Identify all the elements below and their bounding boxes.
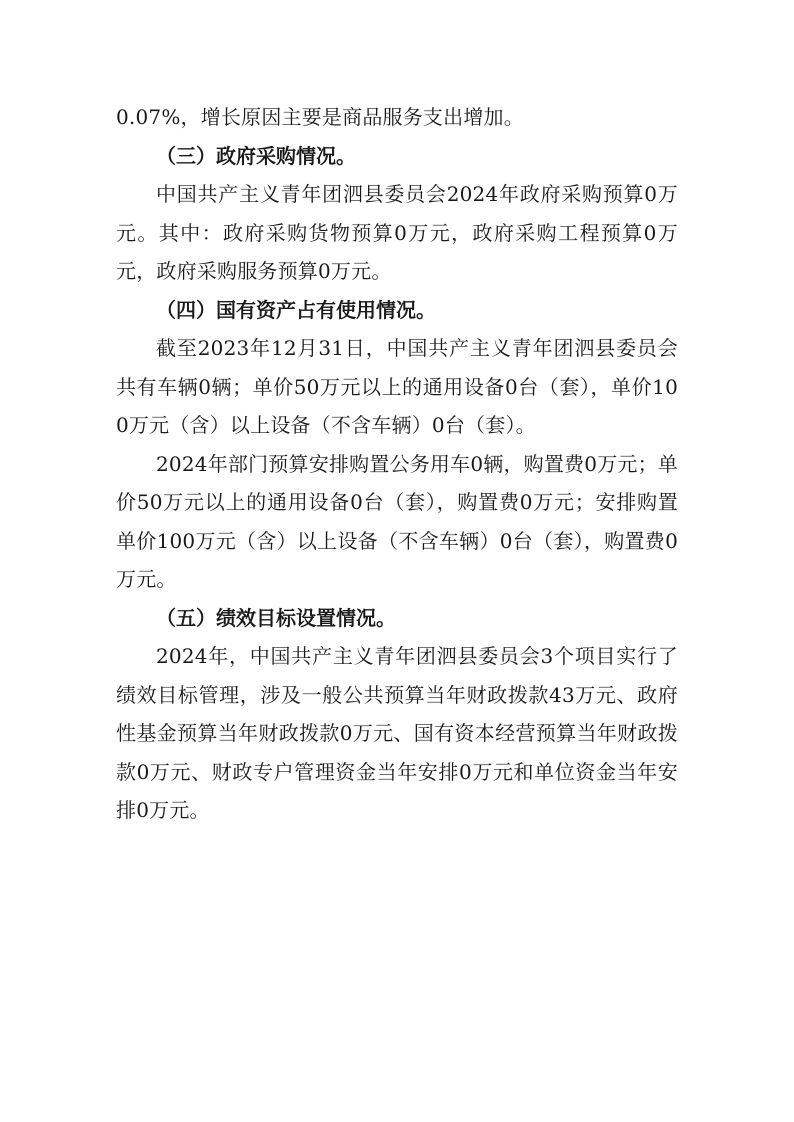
paragraph-performance-targets: 2024年，中国共产主义青年团泗县委员会3个项目实行了绩效目标管理，涉及一般公共预算当年财政拨款43万元、政府性基金预算当年财政拨款0万元、国有资本经营预算当年财政拨款0万元、财政专户管理资金当年安排0万元和单位资金当年安排0万元。 xyxy=(116,644,678,822)
heading-performance-targets: （五）绩效目标设置情况。 xyxy=(156,605,396,630)
heading-government-procurement: （三）政府采购情况。 xyxy=(156,143,356,168)
paragraph-state-assets-budget: 2024年部门预算安排购置公务用车0辆，购置费0万元；单价50万元以上的通用设备0台（套），购置费0万元；安排购置单价100万元（含）以上设备（不含车辆）0台（套），购置费0万元。 xyxy=(116,451,678,591)
paragraph-continuation: 0.07%，增长原因主要是商品服务支出增加。 xyxy=(116,105,524,129)
heading-state-assets: （四）国有资产占有使用情况。 xyxy=(156,297,436,322)
paragraph-state-assets-status: 截至2023年12月31日，中国共产主义青年团泗县委员会共有车辆0辆；单价50万元以上的通用设备0台（套），单价100万元（含）以上设备（不含车辆）0台（套）。 xyxy=(116,336,678,437)
document-page xyxy=(116,98,678,830)
paragraph-government-procurement: 中国共产主义青年团泗县委员会2024年政府采购预算0万元。其中：政府采购货物预算0万元，政府采购工程预算0万元，政府采购服务预算0万元。 xyxy=(116,182,678,283)
